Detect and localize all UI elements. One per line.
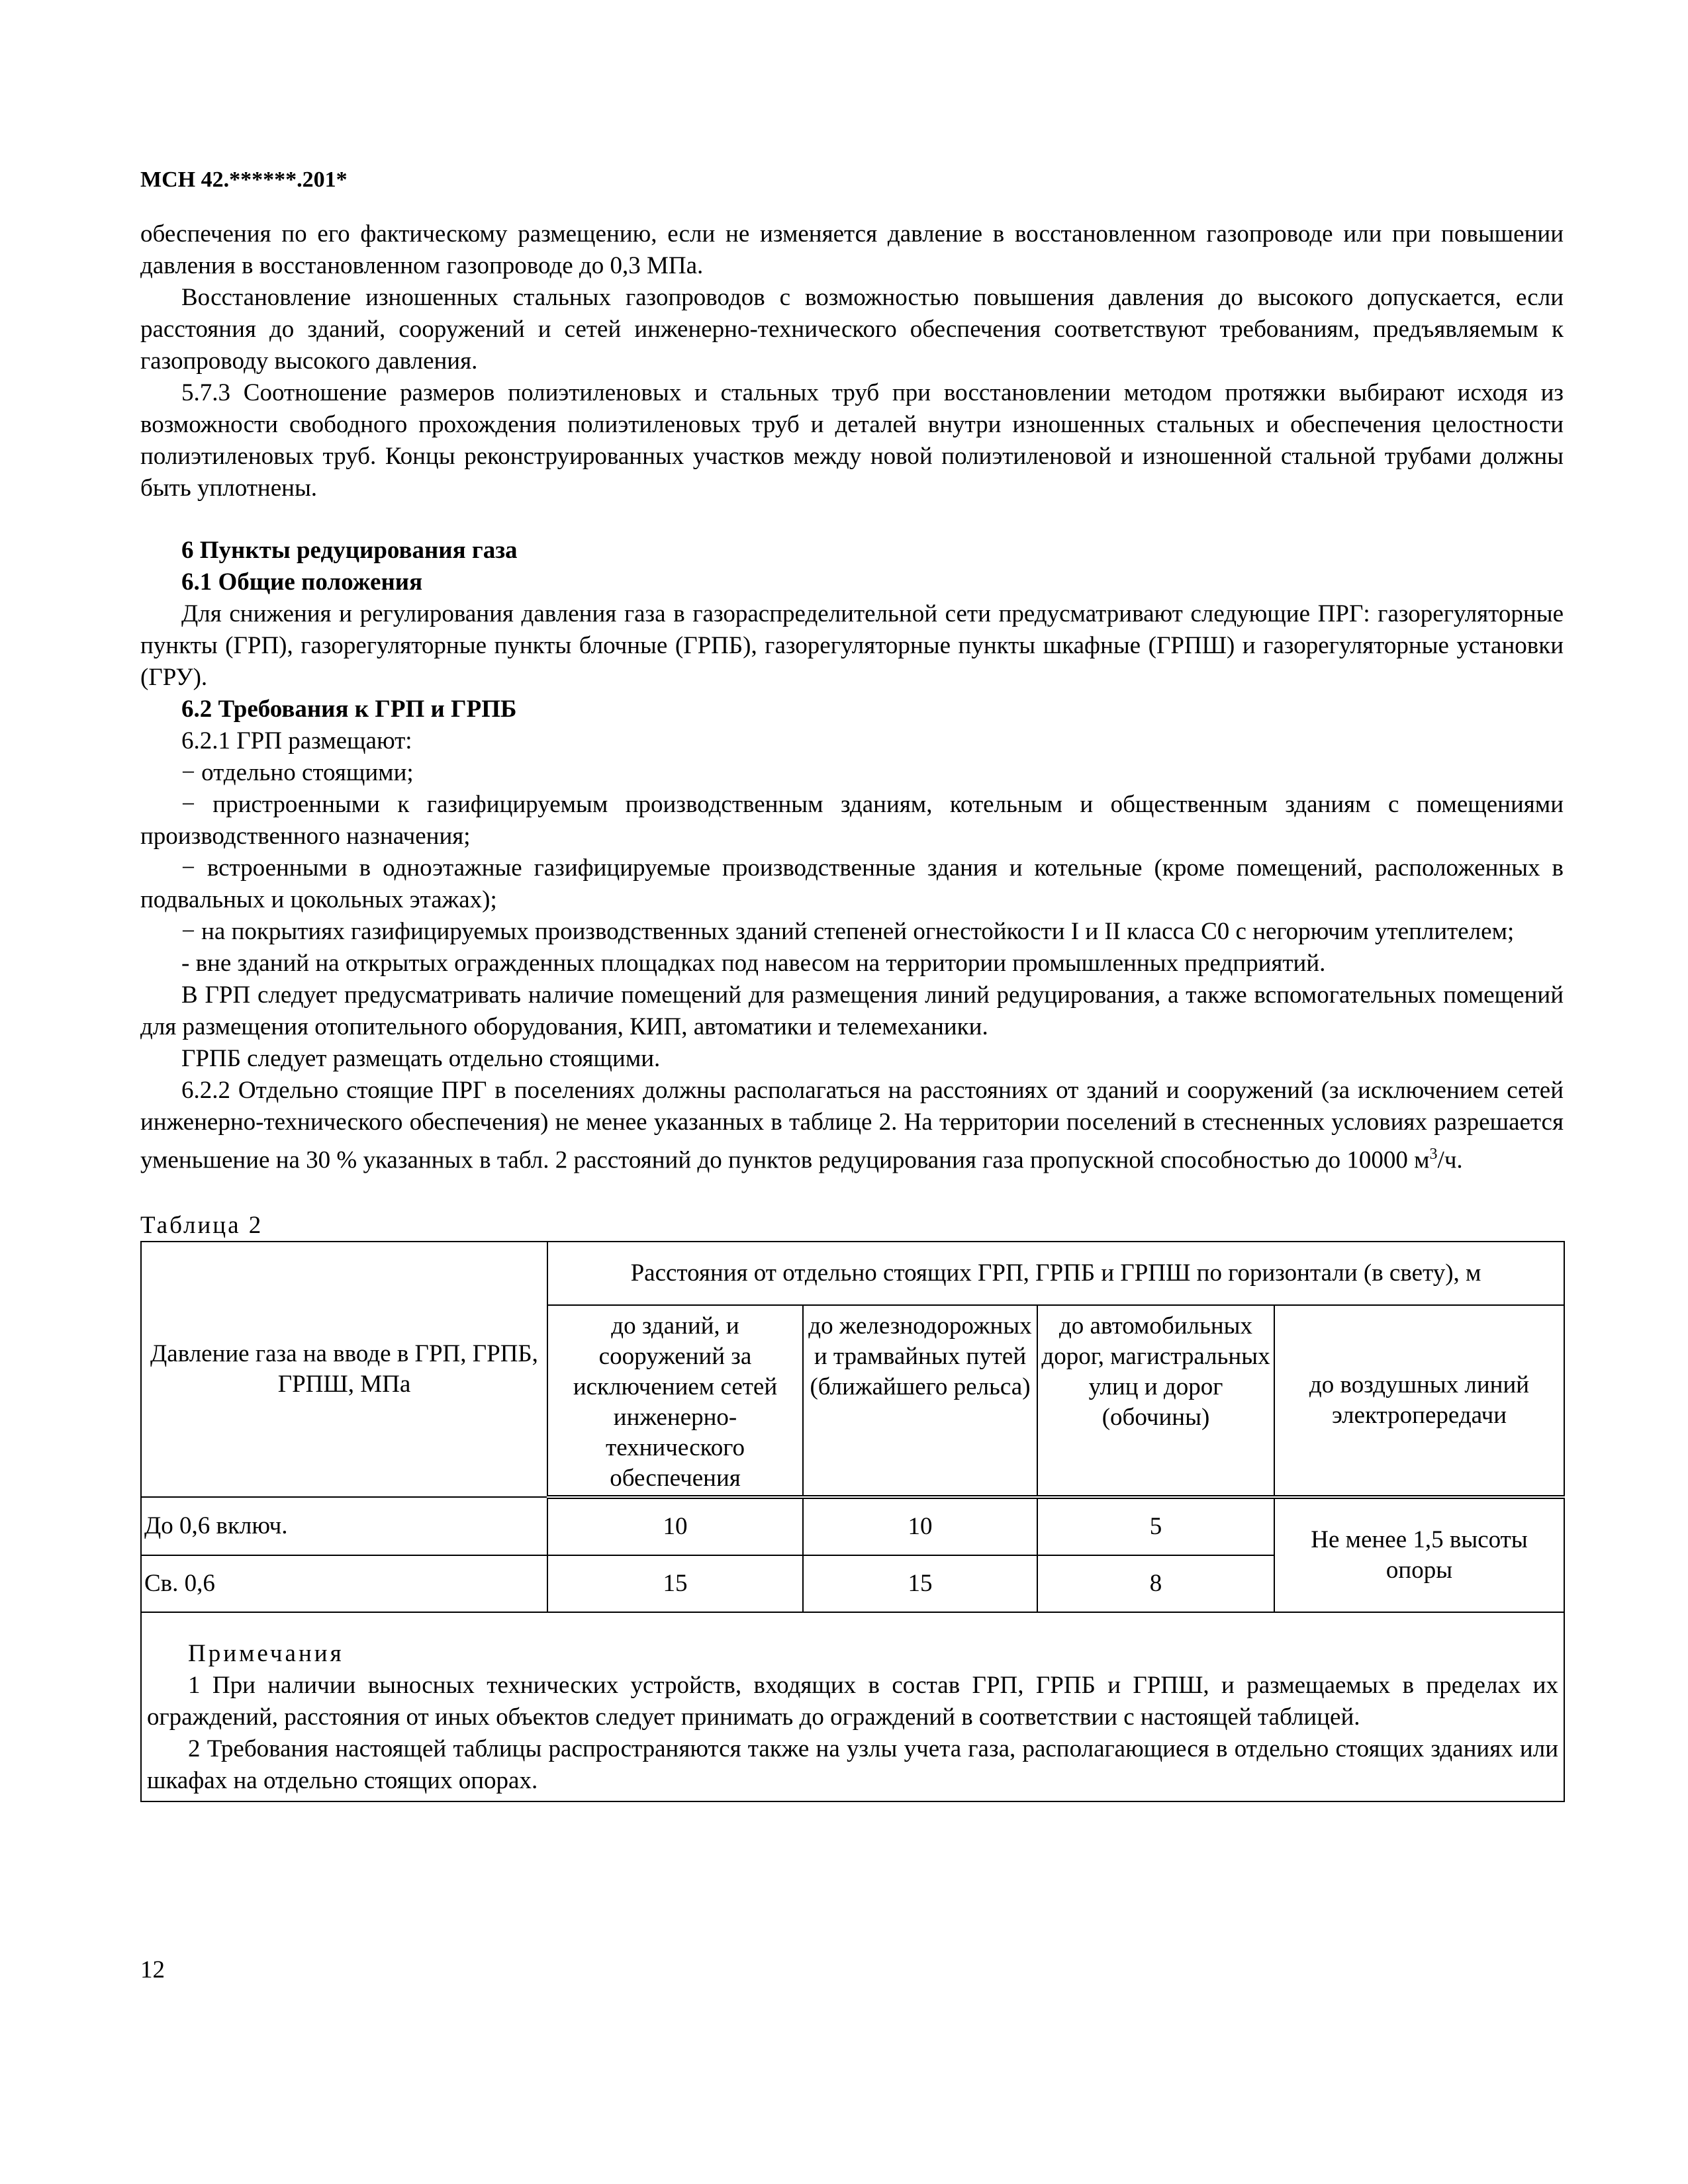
header-distances-group: Расстояния от отдельно стоящих ГРП, ГРПБ и ГРПШ по горизонтали (в свету), м bbox=[547, 1242, 1564, 1305]
header-buildings: до зданий, и сооружений за исключением сетей инженерно-технического обеспечения bbox=[547, 1305, 803, 1497]
table-row bbox=[141, 1497, 1564, 1555]
table-notes bbox=[141, 1612, 1564, 1801]
section-6-2-title: 6.2 Требования к ГРП и ГРПБ bbox=[181, 696, 517, 723]
section-6-1-title: 6.1 Общие положения bbox=[181, 569, 423, 596]
list-item: − отдельно стоящими; bbox=[181, 759, 414, 786]
cell-buildings: 15 bbox=[547, 1555, 803, 1612]
list-item: − на покрытиях газифицируемых производственных зданий степеней огнестойкости I и II класса С0 с негорючим утеплителем; bbox=[181, 918, 1515, 945]
paragraph-6-2-1: 6.2.1 ГРП размещают: bbox=[181, 727, 412, 754]
cell-railways: 15 bbox=[803, 1555, 1037, 1612]
table-caption: Таблица 2 bbox=[140, 1212, 263, 1240]
paragraph-continuation: обеспечения по его фактическому размещению, если не изменяется давление в восстановленном газопроводе или при повышении давления в восстановленном газопроводе до 0,3 МПа. bbox=[140, 220, 1564, 279]
paragraph-6-2-2 bbox=[140, 1075, 1564, 1176]
list-item: − встроенными в одноэтажные газифицируемые производственные здания и котельные (кроме помещений, расположенных в подвальных и цокольных этажах); bbox=[140, 854, 1564, 913]
paragraph-5-7-3: 5.7.3 Соотношение размеров полиэтиленовых и стальных труб при восстановлении методом протяжки выбирают исходя из возможности свободного прохождения полиэтиленовых труб и деталей внутри изношенных стальных и обеспечения целостности полиэтиленовых труб. Концы реконструированных участков между новой полиэтиленовой и изношенной стальной трубами должны быть уплотнены. bbox=[140, 379, 1564, 502]
document-header: МСН 42.******.201* bbox=[140, 167, 348, 192]
distance-table bbox=[140, 1241, 1565, 1802]
list-item: - вне зданий на открытых огражденных площадках под навесом на территории промышленных предприятий. bbox=[181, 950, 1326, 977]
section-6-1-text: Для снижения и регулирования давления газа в газораспределительной сети предусматривают следующие ПРГ: газорегуляторные пункты (ГРП), газорегуляторные пункты блочные (ГРПБ), газорегуляторные пункты шкафные (ГРПШ) и газорегуляторные установки (ГРУ). bbox=[140, 600, 1564, 691]
cell-pressure: До 0,6 включ. bbox=[141, 1497, 547, 1555]
list-item: − пристроенными к газифицируемым производственным зданиям, котельным и общественным зданиям с помещениями производственного назначения; bbox=[140, 791, 1564, 850]
cell-power-lines: Не менее 1,5 высоты опоры bbox=[1274, 1497, 1564, 1612]
note-2: 2 Требования настоящей таблицы распространяются также на узлы учета газа, располагающиеся в отдельно стоящих зданиях или шкафах на отдельно стоящих опорах. bbox=[147, 1735, 1558, 1795]
notes-title: Примечания bbox=[188, 1640, 344, 1668]
page-number: 12 bbox=[140, 1956, 165, 1983]
paragraph-6-2-2-text: 6.2.2 Отдельно стоящие ПРГ в поселениях должны располагаться на расстояниях от зданий и сооружений (за исключением сетей инженерно-технического обеспечения) не менее указанных в таблице 2. На территории поселений в стесненных условиях разрешается уменьшение на 30 % указанных в табл. 2 расстояний до пунктов редуцирования газа пропускной способностью до 10000 м bbox=[140, 1077, 1564, 1174]
header-power-lines: до воздушных линий электропередачи bbox=[1274, 1305, 1564, 1497]
cell-buildings: 10 bbox=[547, 1497, 803, 1555]
header-railways: до железнодорожных и трамвайных путей (ближайшего рельса) bbox=[803, 1305, 1037, 1497]
paragraph-grp: В ГРП следует предусматривать наличие помещений для размещения линий редуцирования, а также вспомогательных помещений для размещения отопительного оборудования, КИП, автоматики и телемеханики. bbox=[140, 981, 1564, 1040]
paragraph-grpb: ГРПБ следует размещать отдельно стоящими. bbox=[181, 1045, 661, 1072]
header-roads: до автомобильных дорог, магистральных улиц и дорог (обочины) bbox=[1037, 1305, 1274, 1497]
cell-roads: 8 bbox=[1037, 1555, 1274, 1612]
superscript-3: 3 bbox=[1429, 1146, 1438, 1163]
cell-railways: 10 bbox=[803, 1497, 1037, 1555]
cell-pressure: Св. 0,6 bbox=[141, 1555, 547, 1612]
cell-roads: 5 bbox=[1037, 1497, 1274, 1555]
paragraph-restoration: Восстановление изношенных стальных газопроводов с возможностью повышения давления до высокого допускается, если расстояния до зданий, сооружений и сетей инженерно-технического обеспечения соответствуют требованиям, предъявляемым к газопроводу высокого давления. bbox=[140, 284, 1564, 375]
section-6-title: 6 Пункты редуцирования газа bbox=[181, 537, 518, 564]
paragraph-6-2-2-unit: /ч. bbox=[1437, 1146, 1463, 1174]
header-pressure: Давление газа на вводе в ГРП, ГРПБ, ГРПШ, МПа bbox=[141, 1242, 547, 1497]
document-page bbox=[140, 165, 1564, 1802]
note-1: 1 При наличии выносных технических устройств, входящих в состав ГРП, ГРПБ и ГРПШ, и размещаемых в пределах их ограждений, расстояния от иных объектов следует принимать до ограждений в соответствии с настоящей таблицей. bbox=[147, 1672, 1558, 1731]
